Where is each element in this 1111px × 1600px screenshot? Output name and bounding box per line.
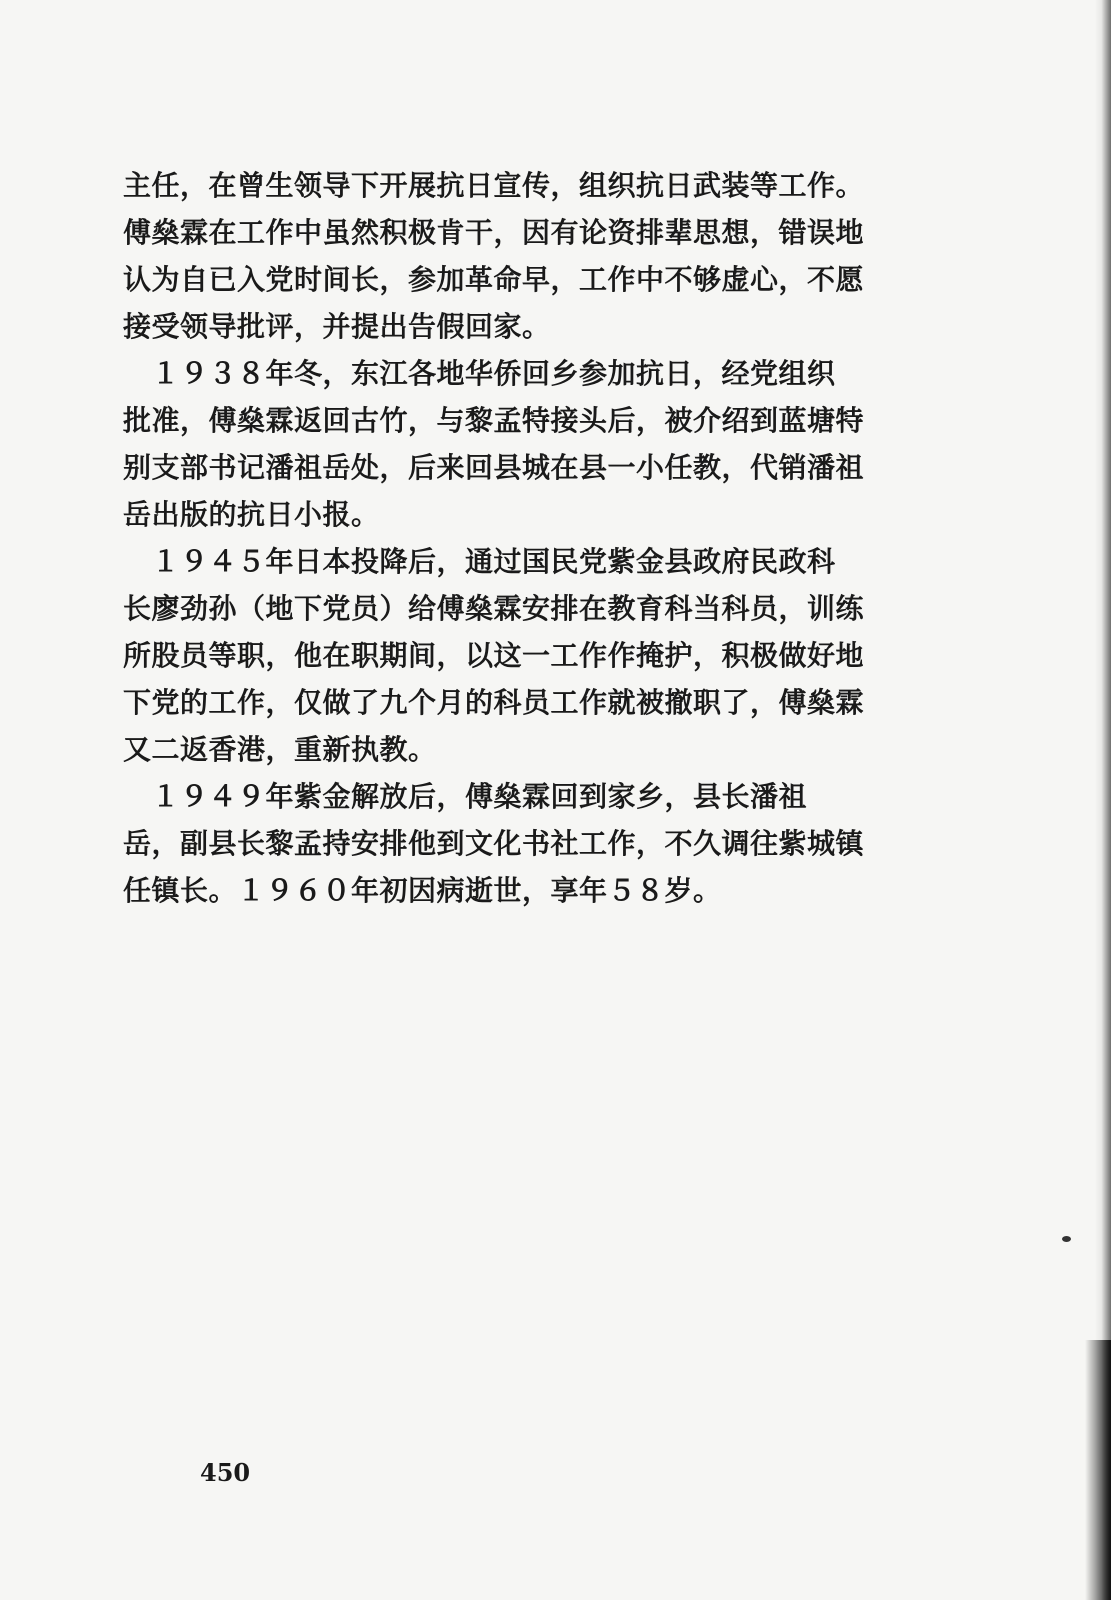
text-line: 认为自已入党时间长，参加革命早，工作中不够虚心，不愿 (123, 263, 865, 296)
text-line: 所股员等职，他在职期间，以这一工作作掩护，积极做好地 (123, 639, 865, 672)
text-line: 傅燊霖在工作中虽然积极肯干，因有论资排辈思想，错误地 (123, 216, 865, 249)
page-corner-shadow (1085, 1340, 1111, 1600)
text-line: 下党的工作，仅做了九个月的科员工作就被撤职了，傅燊霖 (123, 686, 865, 719)
text-line: １９３８年冬，东江各地华侨回乡参加抗日，经党组织 (123, 357, 836, 390)
text-line: １９４９年紫金解放后，傅燊霖回到家乡，县长潘祖 (123, 780, 808, 813)
text-line: 任镇长。１９６０年初因病逝世，享年５８岁。 (123, 874, 722, 907)
text-line: 接受领导批评，并提出告假回家。 (123, 310, 551, 343)
text-line: 主任，在曾生领导下开展抗日宣传，组织抗日武装等工作。 (123, 169, 865, 202)
text-line: 岳，副县长黎孟持安排他到文化书社工作，不久调往紫城镇 (123, 827, 865, 860)
text-line: 别支部书记潘祖岳处，后来回县城在县一小任教，代销潘祖 (123, 451, 865, 484)
text-line: 批准，傅燊霖返回古竹，与黎孟特接头后，被介绍到蓝塘特 (123, 404, 865, 437)
page-number: 450 (200, 1458, 251, 1487)
text-line: １９４５年日本投降后，通过国民党紫金县政府民政科 (123, 545, 836, 578)
text-line: 岳出版的抗日小报。 (123, 498, 380, 531)
text-line: 又二返香港，重新执教。 (123, 733, 437, 766)
ink-speck (1062, 1236, 1071, 1242)
body-text (123, 162, 983, 914)
text-line: 长廖劲孙（地下党员）给傅燊霖安排在教育科当科员，训练 (123, 592, 865, 625)
